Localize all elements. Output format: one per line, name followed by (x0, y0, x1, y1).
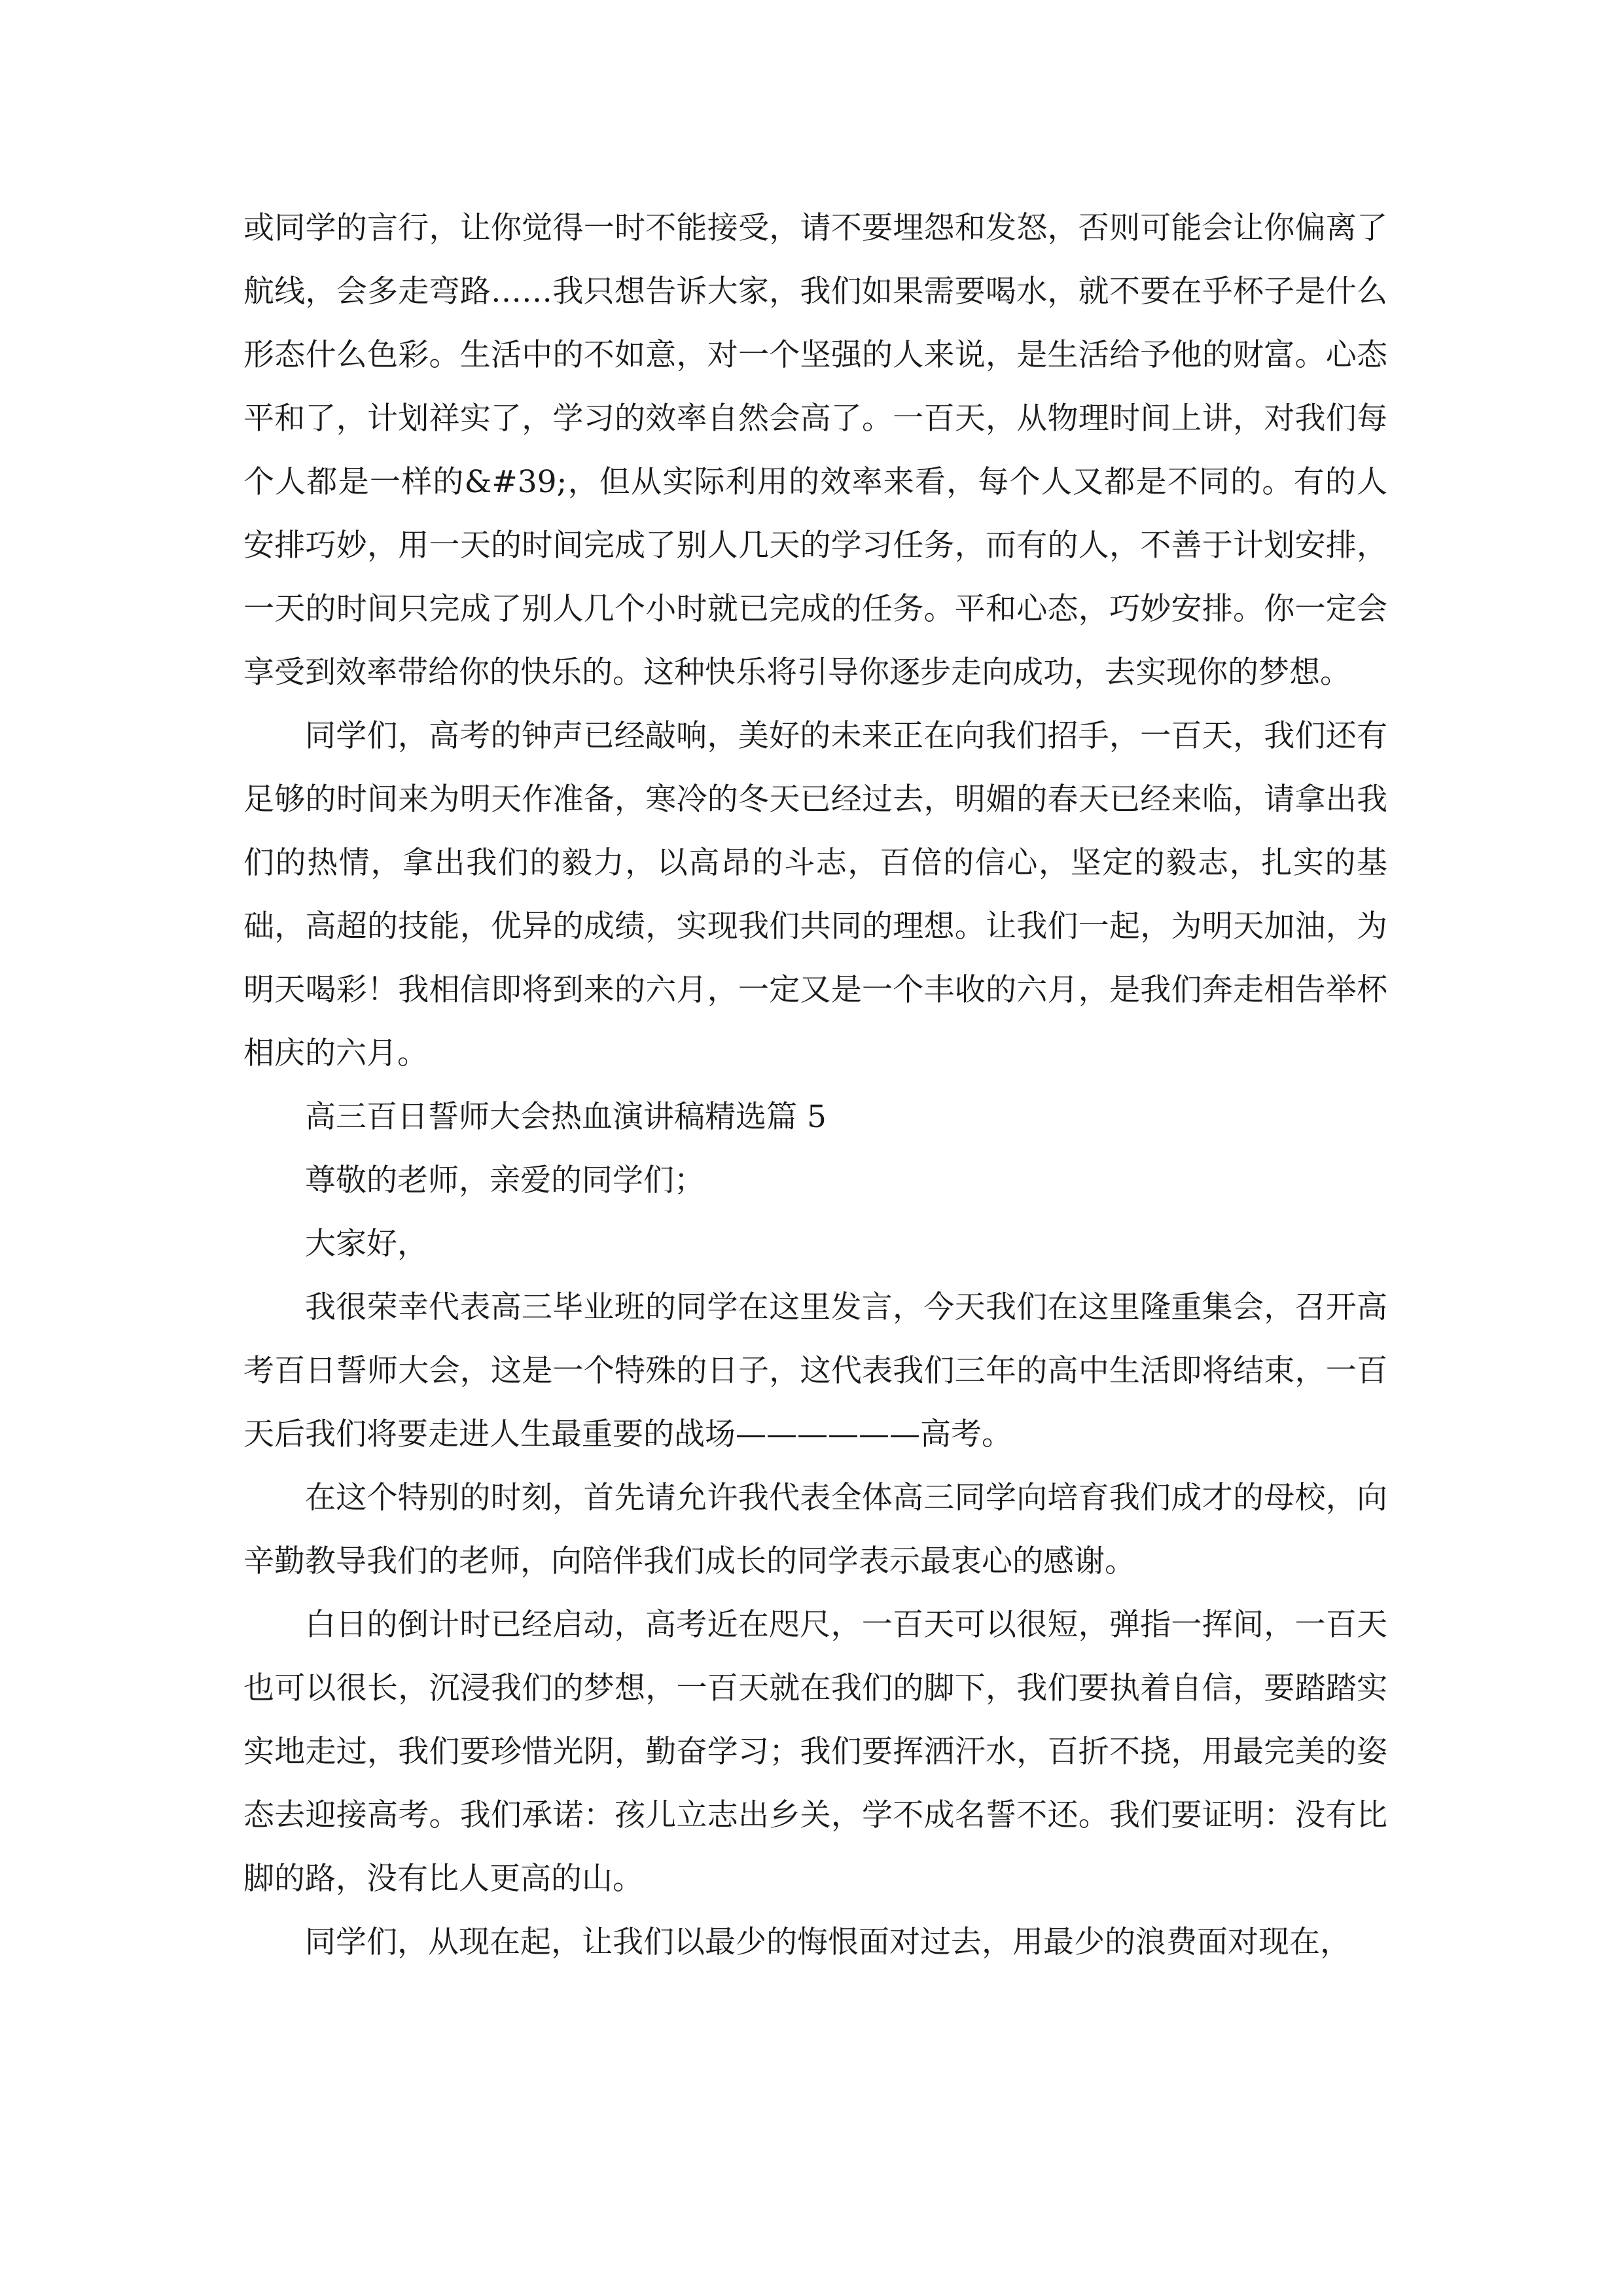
paragraph: 我很荣幸代表高三毕业班的同学在这里发言，今天我们在这里隆重集会，召开高考百日誓师大会，这是一个特殊的日子，这代表我们三年的高中生活即将结束，一百天后我们将要走进人生最重要的战场——————高考。 (243, 1289, 1387, 1452)
paragraph-continued: 或同学的言行，让你觉得一时不能接受，请不要埋怨和发怒，否则可能会让你偏离了航线，会多走弯路……我只想告诉大家，我们如果需要喝水，就不要在乎杯子是什么形态什么色彩。生活中的不如意，对一个坚强的人来说，是生活给予他的财富。心态平和了，计划祥实了，学习的效率自然会高了。一百天，从物理时间上讲，对我们每个人都是一样的&#39;，但从实际利用的效率来看，每个人又都是不同的。有的人安排巧妙，用一天的时间完成了别人几天的学习任务，而有的人，不善于计划安排，一天的时间只完成了别人几个小时就已完成的任务。平和心态，巧妙安排。你一定会享受到效率带给你的快乐的。这种快乐将引导你逐步走向成功，去实现你的梦想。 (243, 210, 1387, 691)
paragraph: 同学们，从现在起，让我们以最少的悔恨面对过去，用最少的浪费面对现在， (305, 1924, 1351, 1960)
paragraph: 同学们，高考的钟声已经敲响，美好的未来正在向我们招手，一百天，我们还有足够的时间来为明天作准备，寒冷的冬天已经过去，明媚的春天已经来临，请拿出我们的热情，拿出我们的毅力，以高昂的斗志，百倍的信心，坚定的毅志，扎实的基础，高超的技能，优异的成绩，实现我们共同的理想。让我们一起，为明天加油，为明天喝彩！我相信即将到来的六月，一定又是一个丰收的六月，是我们奔走相告举杯相庆的六月。 (243, 718, 1387, 1071)
document-body (243, 196, 1387, 1974)
paragraph: 在这个特别的时刻，首先请允许我代表全体高三同学向培育我们成才的母校，向辛勤教导我们的老师，向陪伴我们成长的同学表示最衷心的感谢。 (243, 1480, 1387, 1579)
section-heading: 高三百日誓师大会热血演讲稿精选篇 5 (305, 1099, 827, 1135)
greeting: 大家好， (305, 1226, 428, 1262)
paragraph: 白日的倒计时已经启动，高考近在咫尺，一百天可以很短，弹指一挥间，一百天也可以很长，沉浸我们的梦想，一百天就在我们的脚下，我们要执着自信，要踏踏实实地走过，我们要珍惜光阴，勤奋学习；我们要挥洒汗水，百折不挠，用最完美的姿态去迎接高考。我们承诺：孩儿立志出乡关，学不成名誓不还。我们要证明：没有比脚的路，没有比人更高的山。 (243, 1607, 1387, 1897)
salutation: 尊敬的老师，亲爱的同学们； (305, 1162, 705, 1198)
